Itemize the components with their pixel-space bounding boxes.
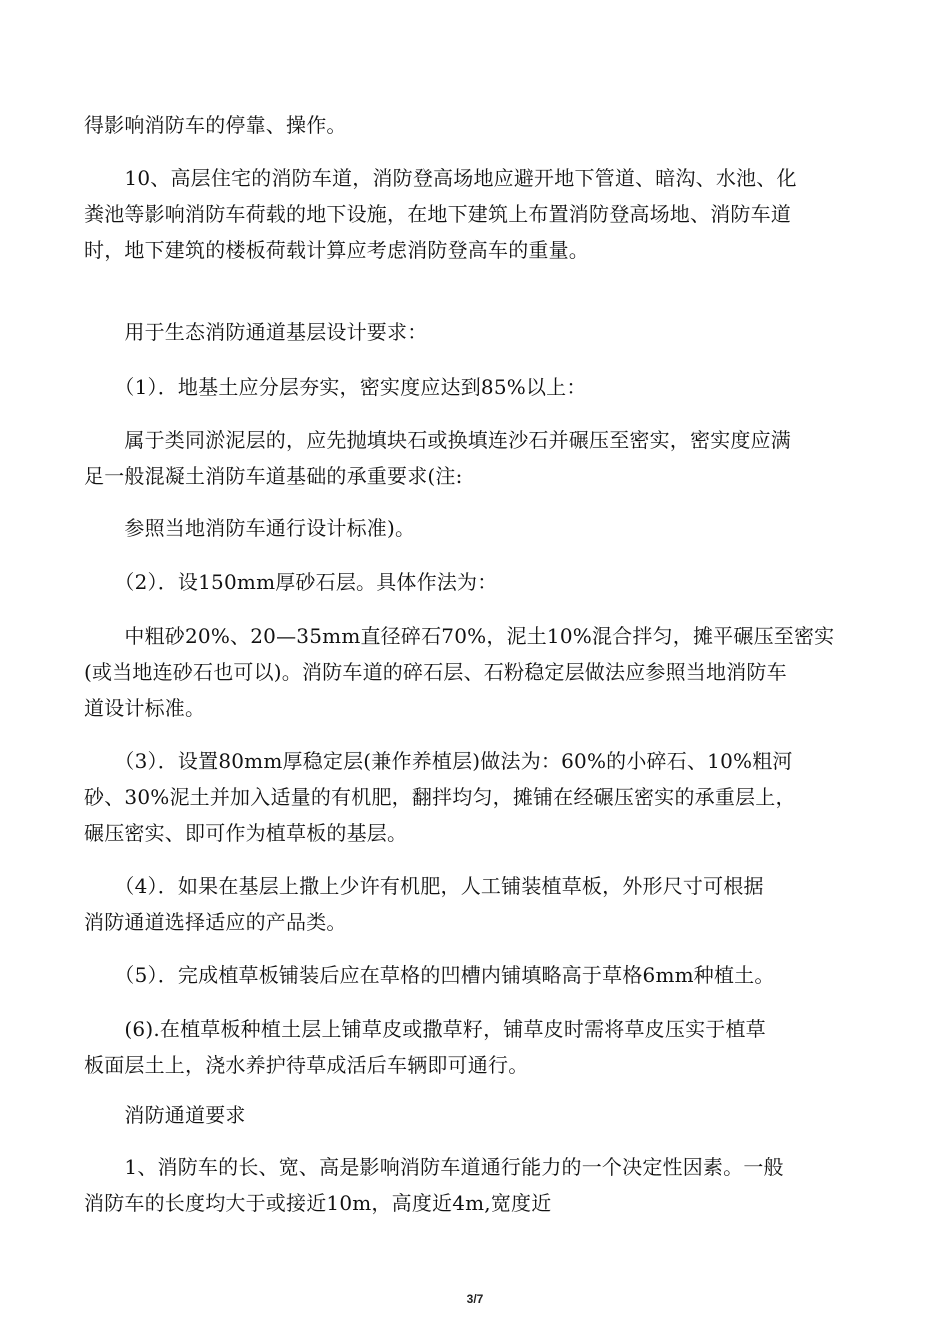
paragraph-line: 碾压密实、即可作为植草板的基层。 <box>84 821 408 845</box>
paragraph-line: 10、高层住宅的消防车道，消防登高场地应避开地下管道、暗沟、水池、化 <box>84 166 797 190</box>
paragraph-line: （4）．如果在基层上撒上少许有机肥，人工铺装植草板，外形尺寸可根据 <box>84 874 764 898</box>
paragraph-line: （1）．地基土应分层夯实，密实度应达到85%以上： <box>84 375 587 399</box>
page-number: 3/7 <box>466 1292 484 1306</box>
paragraph-line: 得影响消防车的停靠、操作。 <box>84 113 347 137</box>
paragraph-line: 粪池等影响消防车荷载的地下设施，在地下建筑上布置消防登高场地、消防车道 <box>84 202 791 226</box>
paragraph-line: 砂、30%泥土并加入适量的有机肥，翻拌均匀，摊铺在经碾压密实的承重层上， <box>84 785 796 809</box>
paragraph-line: （3）．设置80mm厚稳定层(兼作养植层)做法为：60%的小碎石、10%粗河 <box>84 749 793 773</box>
paragraph-line: （2）．设150mm厚砂石层。具体作法为： <box>84 570 498 594</box>
paragraph-line: 中粗砂20%、20—35mm直径碎石70%，泥土10%混合拌匀，摊平碾压至密实 <box>84 624 835 648</box>
section-heading: 消防通道要求 <box>84 1103 246 1127</box>
paragraph-line: 消防通道选择适应的产品类。 <box>84 910 347 934</box>
paragraph-line: 消防车的长度均大于或接近10m，高度近4m,宽度近 <box>84 1191 552 1215</box>
paragraph-line: 1、消防车的长、宽、高是影响消防车道通行能力的一个决定性因素。一般 <box>84 1155 784 1179</box>
paragraph-line: 道设计标准。 <box>84 696 206 720</box>
section-heading: 用于生态消防通道基层设计要求： <box>84 320 428 344</box>
paragraph-line: 参照当地消防车通行设计标准)。 <box>84 516 416 540</box>
paragraph-line: (6).在植草板种植土层上铺草皮或撒草籽，铺草皮时需将草皮压实于植草 <box>84 1017 766 1041</box>
paragraph-line: 板面层土上，浇水养护待草成活后车辆即可通行。 <box>84 1053 529 1077</box>
paragraph-line: 时，地下建筑的楼板荷载计算应考虑消防登高车的重量。 <box>84 238 589 262</box>
paragraph-line: （5）．完成植草板铺装后应在草格的凹槽内铺填略高于草格6mm种植土。 <box>84 963 775 987</box>
paragraph-line: 足一般混凝土消防车道基础的承重要求(注: <box>84 464 463 488</box>
paragraph-line: (或当地连砂石也可以)。消防车道的碎石层、石粉稳定层做法应参照当地消防车 <box>84 660 787 684</box>
paragraph-line: 属于类同淤泥层的，应先抛填块石或换填连沙石并碾压至密实，密实度应满 <box>84 428 791 452</box>
